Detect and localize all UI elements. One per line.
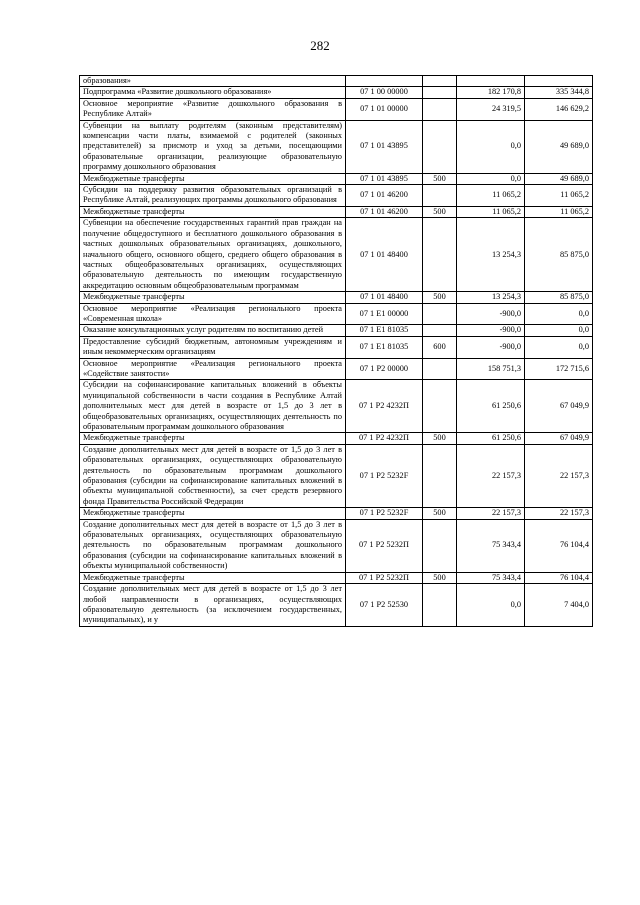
row-amount-2-cell: 0,0 [525,336,593,358]
row-name-cell: Создание дополнительных мест для детей в возрасте от 1,5 до 3 лет в образовательных организациях, осуществляющих образовательную деятельность по образовательным программам дошкольного образования (субсидии на софинансирование капитальных вложений в объекты муниципальной собственности) [80,519,346,572]
row-name-cell: Межбюджетные трансферты [80,572,346,583]
row-expense-type-cell [423,76,457,87]
row-amount-1-cell: 158 751,3 [457,358,525,380]
row-code-cell: 07 1 P2 5232F [346,508,423,519]
table-row [80,218,593,292]
row-expense-type-cell [423,444,457,507]
table-row [80,336,593,358]
row-name-cell: Оказание консультационных услуг родителям по воспитанию детей [80,325,346,336]
row-expense-type-cell [423,303,457,325]
row-amount-2-cell: 49 689,0 [525,173,593,184]
row-expense-type-cell [423,98,457,120]
row-amount-1-cell: 0,0 [457,173,525,184]
row-name-cell: Предоставление субсидий бюджетным, автономным учреждениям и иным некоммерческим организациям [80,336,346,358]
row-code-cell: 07 1 P2 5232П [346,572,423,583]
row-amount-2-cell: 67 049,9 [525,433,593,444]
table-row [80,584,593,627]
row-amount-1-cell: 182 170,8 [457,87,525,98]
row-amount-1-cell: 22 157,3 [457,508,525,519]
row-name-cell: Межбюджетные трансферты [80,292,346,303]
row-amount-2-cell: 11 065,2 [525,206,593,217]
row-code-cell: 07 1 01 00000 [346,98,423,120]
row-amount-2-cell: 22 157,3 [525,508,593,519]
row-amount-1-cell: -900,0 [457,303,525,325]
page-number: 282 [310,38,330,53]
row-amount-1-cell: 11 065,2 [457,206,525,217]
row-name-cell: Субвенции на обеспечение государственных гарантий прав граждан на получение общедоступного и бесплатного дошкольного образования в частных дошкольных образовательных организациях, дошкольного, начального общего, основного общего, среднего общего образования в частных общеобразовательных организациях, осуществляющих образовательную деятельность по имеющим государственную аккредитацию основным общеобразовательным программам [80,218,346,292]
row-name-cell: Межбюджетные трансферты [80,173,346,184]
row-expense-type-cell: 500 [423,508,457,519]
row-amount-1-cell: -900,0 [457,336,525,358]
row-name-cell: Межбюджетные трансферты [80,508,346,519]
table-row [80,292,593,303]
row-amount-2-cell: 0,0 [525,325,593,336]
row-amount-1-cell: -900,0 [457,325,525,336]
row-code-cell: 07 1 P2 4232П [346,380,423,433]
row-expense-type-cell: 500 [423,572,457,583]
row-name-cell: Создание дополнительных мест для детей в возрасте от 1,5 до 3 лет в образовательных организациях, осуществляющих образовательную деятельность по образовательным программам дошкольного образования (субсидии на софинансирование капитальных вложений в объекты муниципальной собственности), за счет средств резервного фонда Правительства Российской Федерации [80,444,346,507]
table-row [80,380,593,433]
row-expense-type-cell: 500 [423,292,457,303]
row-expense-type-cell [423,120,457,173]
row-amount-2-cell: 22 157,3 [525,444,593,507]
row-amount-1-cell: 0,0 [457,120,525,173]
table-row [80,98,593,120]
row-code-cell: 07 1 E1 00000 [346,303,423,325]
row-expense-type-cell [423,584,457,627]
row-name-cell: Основное мероприятие «Реализация регионального проекта «Современная школа» [80,303,346,325]
row-code-cell: 07 1 00 00000 [346,87,423,98]
row-amount-2-cell [525,76,593,87]
row-code-cell: 07 1 01 48400 [346,218,423,292]
row-amount-2-cell: 49 689,0 [525,120,593,173]
row-amount-1-cell [457,76,525,87]
row-name-cell: Субсидии на софинансирование капитальных вложений в объекты муниципальной собственности в части создания в Республике Алтай дополнительных мест для детей в возрасте от 1,5 до 3 лет в общеобразовательных организациях, осуществляющих деятельность по образовательным программам дошкольного образования [80,380,346,433]
row-amount-2-cell: 0,0 [525,303,593,325]
row-name-cell: Межбюджетные трансферты [80,433,346,444]
row-code-cell: 07 1 01 48400 [346,292,423,303]
row-code-cell: 07 1 P2 5232П [346,519,423,572]
row-amount-1-cell: 61 250,6 [457,433,525,444]
row-expense-type-cell: 500 [423,206,457,217]
row-amount-1-cell: 75 343,4 [457,572,525,583]
table-row [80,444,593,507]
row-code-cell: 07 1 P2 4232П [346,433,423,444]
row-code-cell: 07 1 P2 5232F [346,444,423,507]
row-name-cell: Основное мероприятие «Развитие дошкольного образования в Республике Алтай» [80,98,346,120]
row-amount-2-cell: 146 629,2 [525,98,593,120]
row-expense-type-cell [423,185,457,207]
row-amount-2-cell: 11 065,2 [525,185,593,207]
table-row [80,572,593,583]
row-expense-type-cell [423,325,457,336]
row-name-cell: Субсидии на поддержку развития образовательных организаций в Республике Алтай, реализующих программы дошкольного образования [80,185,346,207]
table-row [80,433,593,444]
row-amount-2-cell: 85 875,0 [525,218,593,292]
row-name-cell: Субвенции на выплату родителям (законным представителям) компенсации части платы, взимаемой с родителей (законных представителей) за присмотр и уход за детьми, посещающими образовательные организации, реализующие образовательную программу дошкольного образования [80,120,346,173]
row-expense-type-cell: 600 [423,336,457,358]
row-amount-2-cell: 172 715,6 [525,358,593,380]
row-amount-1-cell: 13 254,3 [457,218,525,292]
row-expense-type-cell [423,218,457,292]
row-expense-type-cell [423,87,457,98]
row-amount-1-cell: 0,0 [457,584,525,627]
row-amount-2-cell: 7 404,0 [525,584,593,627]
table-row [80,325,593,336]
table-row [80,185,593,207]
row-amount-1-cell: 13 254,3 [457,292,525,303]
row-expense-type-cell [423,519,457,572]
table-row [80,206,593,217]
row-expense-type-cell: 500 [423,173,457,184]
row-name-cell: образования» [80,76,346,87]
row-amount-1-cell: 11 065,2 [457,185,525,207]
table-row [80,303,593,325]
row-code-cell: 07 1 01 43895 [346,120,423,173]
row-amount-1-cell: 75 343,4 [457,519,525,572]
row-amount-1-cell: 22 157,3 [457,444,525,507]
table-row [80,76,593,87]
table-row [80,508,593,519]
table-row [80,358,593,380]
row-name-cell: Межбюджетные трансферты [80,206,346,217]
row-code-cell [346,76,423,87]
row-expense-type-cell [423,380,457,433]
table-row [80,173,593,184]
row-amount-2-cell: 76 104,4 [525,519,593,572]
table-row [80,519,593,572]
budget-table-body [80,76,593,627]
row-expense-type-cell [423,358,457,380]
row-name-cell: Подпрограмма «Развитие дошкольного образования» [80,87,346,98]
row-code-cell: 07 1 01 46200 [346,206,423,217]
row-name-cell: Основное мероприятие «Реализация регионального проекта «Содействие занятости» [80,358,346,380]
row-amount-2-cell: 335 344,8 [525,87,593,98]
row-code-cell: 07 1 01 46200 [346,185,423,207]
table-row [80,87,593,98]
row-name-cell: Создание дополнительных мест для детей в возрасте от 1,5 до 3 лет любой направленности в организациях, осуществляющих образовательную деятельность (за исключением государственных, муниципальных), и у [80,584,346,627]
row-code-cell: 07 1 P2 52530 [346,584,423,627]
budget-table [79,75,593,627]
row-amount-1-cell: 24 319,5 [457,98,525,120]
row-code-cell: 07 1 01 43895 [346,173,423,184]
row-code-cell: 07 1 E1 81035 [346,325,423,336]
table-row [80,120,593,173]
row-amount-2-cell: 67 049,9 [525,380,593,433]
row-code-cell: 07 1 P2 00000 [346,358,423,380]
row-expense-type-cell: 500 [423,433,457,444]
row-amount-1-cell: 61 250,6 [457,380,525,433]
row-amount-2-cell: 85 875,0 [525,292,593,303]
row-amount-2-cell: 76 104,4 [525,572,593,583]
row-code-cell: 07 1 E1 81035 [346,336,423,358]
